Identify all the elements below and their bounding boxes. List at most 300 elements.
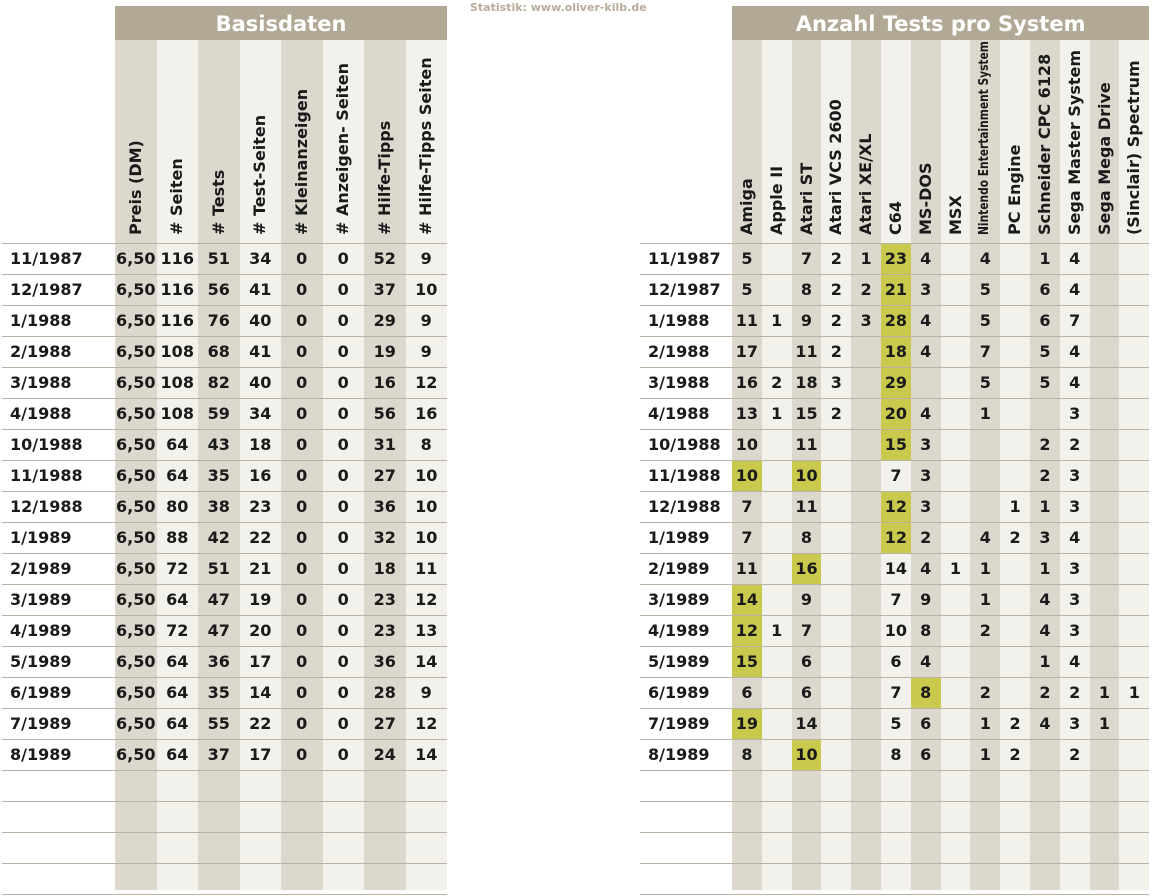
- table-cell: 3: [920, 280, 932, 299]
- table-cell: 0: [337, 559, 349, 578]
- table-cell: 18: [795, 373, 818, 392]
- table-cell: 34: [249, 249, 272, 268]
- row-label: 3/1989: [10, 590, 72, 609]
- table-cell: 2: [860, 280, 872, 299]
- table-cell: 9: [420, 342, 432, 361]
- table-cell: 40: [249, 373, 272, 392]
- table-cell: 0: [296, 404, 308, 423]
- table-cell: 15: [884, 435, 908, 454]
- table-cell: 68: [207, 342, 230, 361]
- table-cell: 52: [373, 249, 396, 268]
- table-cell: [851, 399, 881, 429]
- table-cell: [851, 337, 881, 367]
- table-cell: [1090, 337, 1120, 367]
- table-cell: 2: [830, 342, 842, 361]
- row-label: 12/1987: [10, 280, 83, 299]
- table-cell: [851, 585, 881, 615]
- table-cell: 21: [249, 559, 272, 578]
- table-cell: 1: [1039, 559, 1051, 578]
- table-cell: [1000, 678, 1030, 708]
- row-label: 1/1988: [648, 311, 710, 330]
- table-cell: 0: [337, 466, 349, 485]
- row-label: 4/1989: [10, 621, 72, 640]
- table-cell: [1119, 430, 1149, 460]
- table-cell: [1000, 430, 1030, 460]
- table-cell: 6,50: [116, 683, 156, 702]
- table-cell: 6,50: [116, 466, 156, 485]
- table-cell: 7: [890, 590, 902, 609]
- table-cell: 7: [890, 466, 902, 485]
- table-cell: [1090, 585, 1120, 615]
- table-cell: [941, 647, 971, 677]
- table-cell: 16: [249, 466, 272, 485]
- table-cell: 12: [415, 590, 438, 609]
- table-cell: 4: [1069, 528, 1081, 547]
- table-cell: 2: [1039, 435, 1051, 454]
- table-cell: [762, 337, 792, 367]
- basisdaten-title: Basisdaten: [115, 6, 447, 42]
- table-cell: 21: [884, 280, 908, 299]
- column-header: (Sinclair) Spectrum: [1124, 60, 1144, 235]
- table-cell: [1119, 399, 1149, 429]
- table-cell: 0: [296, 714, 308, 733]
- table-cell: 8: [890, 745, 902, 764]
- table-cell: 8: [800, 280, 813, 299]
- table-cell: 3: [1069, 714, 1081, 733]
- table-cell: 38: [207, 497, 230, 516]
- table-cell: 2: [771, 373, 783, 392]
- column-header: Atari VCS 2600: [826, 99, 846, 235]
- row-label: 10/1988: [10, 435, 83, 454]
- table-cell: 36: [373, 497, 396, 516]
- table-cell: [762, 647, 792, 677]
- table-cell: 8: [420, 435, 432, 454]
- table-cell: 4: [1039, 714, 1051, 733]
- column-header: Schneider CPC 6128: [1034, 53, 1054, 235]
- table-cell: 3: [830, 373, 842, 392]
- table-cell: 28: [884, 311, 908, 330]
- table-cell: 1: [1098, 683, 1111, 702]
- row-label: 4/1988: [10, 404, 72, 423]
- table-cell: 14: [415, 652, 438, 671]
- table-cell: 10: [415, 466, 438, 485]
- table-cell: 56: [207, 280, 230, 299]
- row-divider: [640, 801, 1149, 802]
- table-cell: 3: [1069, 497, 1081, 516]
- table-cell: 0: [337, 404, 349, 423]
- table-cell: 2: [1069, 435, 1081, 454]
- table-cell: 40: [249, 311, 272, 330]
- table-cell: [1119, 709, 1149, 739]
- table-cell: 0: [337, 714, 349, 733]
- table-cell: 10: [415, 497, 438, 516]
- table-cell: 27: [373, 714, 396, 733]
- table-cell: 59: [207, 404, 230, 423]
- table-cell: [1090, 740, 1120, 770]
- table-cell: [1119, 461, 1149, 491]
- table-cell: 6: [890, 652, 902, 671]
- table-cell: [762, 740, 792, 770]
- table-cell: 8: [920, 683, 932, 702]
- table-cell: [851, 430, 881, 460]
- table-cell: 9: [420, 249, 432, 268]
- table-cell: 4: [920, 559, 932, 578]
- table-cell: 6,50: [116, 652, 156, 671]
- table-cell: [1119, 337, 1149, 367]
- table-cell: [1030, 740, 1060, 770]
- table-cell: 64: [166, 435, 189, 454]
- row-label: 7/1989: [10, 714, 72, 733]
- table-cell: [851, 461, 881, 491]
- table-cell: 1: [979, 559, 991, 578]
- table-cell: [851, 678, 881, 708]
- table-cell: 0: [337, 745, 349, 764]
- table-cell: 72: [166, 621, 189, 640]
- table-cell: 1: [979, 590, 991, 609]
- row-label: 3/1988: [10, 373, 72, 392]
- table-cell: [1000, 275, 1030, 305]
- row-label: 1/1989: [10, 528, 72, 547]
- table-cell: [1000, 647, 1030, 677]
- table-cell: 2: [1069, 683, 1081, 702]
- table-cell: 20: [884, 404, 908, 423]
- table-cell: 6,50: [116, 497, 156, 516]
- table-cell: 10: [795, 466, 818, 485]
- table-cell: 47: [207, 621, 230, 640]
- table-cell: 18: [884, 342, 908, 361]
- table-cell: [1119, 275, 1149, 305]
- table-cell: 6,50: [116, 714, 156, 733]
- table-cell: 27: [373, 466, 396, 485]
- table-cell: 3: [860, 311, 872, 330]
- table-cell: [762, 275, 792, 305]
- table-cell: 2: [830, 311, 842, 330]
- table-cell: [941, 461, 971, 491]
- table-cell: 19: [249, 590, 272, 609]
- table-cell: 4: [979, 528, 991, 547]
- table-cell: [762, 461, 792, 491]
- table-cell: 35: [207, 466, 230, 485]
- column-header: # Hilfe-Tipps: [374, 120, 394, 235]
- table-cell: [941, 306, 971, 336]
- table-cell: 1: [1039, 652, 1051, 671]
- table-cell: 11: [795, 342, 818, 361]
- table-cell: [1090, 554, 1120, 584]
- table-cell: 2: [1009, 714, 1021, 733]
- row-label: 2/1989: [10, 559, 72, 578]
- table-cell: 116: [160, 280, 194, 299]
- table-cell: [821, 616, 851, 646]
- table-cell: 6: [920, 745, 932, 764]
- table-cell: [1090, 306, 1120, 336]
- table-cell: [1000, 585, 1030, 615]
- table-cell: 6,50: [116, 621, 156, 640]
- column-header: Apple II: [766, 165, 786, 235]
- table-cell: 4: [1069, 373, 1081, 392]
- column-header: # Seiten: [167, 158, 187, 235]
- table-cell: 36: [373, 652, 396, 671]
- table-cell: 16: [795, 559, 818, 578]
- table-cell: 0: [296, 342, 308, 361]
- table-cell: [1090, 461, 1120, 491]
- table-cell: 5: [741, 280, 753, 299]
- column-header: Atari XE/XL: [856, 133, 876, 235]
- table-cell: 76: [207, 311, 230, 330]
- table-cell: 14: [795, 714, 818, 733]
- table-cell: [851, 492, 881, 522]
- table-cell: 17: [735, 342, 759, 361]
- table-cell: [1119, 740, 1149, 770]
- table-cell: [851, 368, 881, 398]
- table-cell: [851, 616, 881, 646]
- table-cell: [970, 461, 1000, 491]
- column-header: Amiga: [736, 178, 756, 235]
- table-cell: 10: [415, 280, 438, 299]
- table-cell: 17: [249, 652, 272, 671]
- table-cell: [821, 430, 851, 460]
- table-cell: 22: [249, 714, 272, 733]
- table-cell: 13: [415, 621, 438, 640]
- table-cell: 6,50: [116, 745, 156, 764]
- table-cell: 5: [1039, 373, 1051, 392]
- table-cell: 12: [415, 373, 438, 392]
- table-cell: 88: [166, 528, 189, 547]
- row-divider: [640, 863, 1149, 864]
- table-cell: 9: [920, 590, 932, 609]
- table-cell: 2: [979, 621, 991, 640]
- table-cell: [941, 709, 971, 739]
- table-cell: 0: [337, 590, 349, 609]
- table-cell: 7: [800, 249, 813, 268]
- table-cell: 82: [207, 373, 230, 392]
- table-cell: 37: [373, 280, 396, 299]
- table-cell: [762, 678, 792, 708]
- table-cell: 4: [1069, 652, 1081, 671]
- table-cell: 0: [296, 249, 308, 268]
- table-cell: 4: [1039, 621, 1051, 640]
- table-cell: [1000, 368, 1030, 398]
- table-cell: [1119, 368, 1149, 398]
- row-divider: [2, 801, 447, 802]
- table-cell: [1090, 616, 1120, 646]
- row-label: 3/1989: [648, 590, 710, 609]
- table-cell: [1119, 523, 1149, 553]
- table-cell: 0: [337, 311, 349, 330]
- table-cell: 4: [1069, 249, 1081, 268]
- table-cell: [941, 616, 971, 646]
- table-cell: 1: [1039, 497, 1051, 516]
- row-label: 5/1989: [10, 652, 72, 671]
- table-cell: 1: [771, 404, 783, 423]
- table-cell: [762, 492, 792, 522]
- table-cell: 6,50: [116, 249, 156, 268]
- table-cell: 10: [415, 528, 438, 547]
- table-cell: 2: [1009, 528, 1021, 547]
- table-cell: [941, 585, 971, 615]
- table-cell: 22: [249, 528, 272, 547]
- table-cell: 8: [800, 528, 813, 547]
- table-cell: 0: [296, 621, 308, 640]
- row-label: 12/1988: [648, 497, 721, 516]
- row-label: 8/1989: [648, 745, 710, 764]
- table-cell: [1119, 554, 1149, 584]
- table-cell: 1: [771, 621, 783, 640]
- table-cell: 7: [800, 621, 813, 640]
- table-cell: 64: [166, 652, 189, 671]
- table-cell: [1030, 399, 1060, 429]
- table-cell: [851, 523, 881, 553]
- table-cell: 55: [207, 714, 230, 733]
- row-divider: [640, 832, 1149, 833]
- table-cell: [821, 492, 851, 522]
- table-cell: 8: [741, 745, 753, 764]
- table-cell: 0: [337, 342, 349, 361]
- table-cell: [762, 244, 792, 274]
- table-cell: 0: [296, 559, 308, 578]
- table-cell: 13: [735, 404, 759, 423]
- table-cell: 24: [373, 745, 396, 764]
- table-cell: 19: [735, 714, 759, 733]
- table-cell: 5: [741, 249, 753, 268]
- row-divider: [640, 770, 1149, 771]
- table-cell: 3: [1069, 466, 1081, 485]
- table-cell: 35: [207, 683, 230, 702]
- table-cell: [1000, 244, 1030, 274]
- column-header: Preis (DM): [125, 140, 145, 235]
- table-cell: 1: [1098, 714, 1111, 733]
- table-cell: 2: [979, 683, 991, 702]
- table-cell: 2: [830, 404, 842, 423]
- table-cell: [941, 275, 971, 305]
- table-cell: [1000, 616, 1030, 646]
- column-header: Atari ST: [796, 162, 816, 235]
- credit-text: Statistik: www.oliver-kilb.de: [470, 1, 647, 14]
- table-cell: 4: [1069, 280, 1081, 299]
- row-label: 7/1989: [648, 714, 710, 733]
- table-cell: 23: [373, 590, 396, 609]
- table-cell: 0: [296, 590, 308, 609]
- table-cell: 1: [979, 745, 991, 764]
- table-cell: [1090, 399, 1120, 429]
- column-header: MSX: [945, 195, 965, 235]
- table-cell: [821, 461, 851, 491]
- table-cell: 5: [890, 714, 902, 733]
- table-cell: [941, 523, 971, 553]
- table-cell: 6: [1039, 311, 1051, 330]
- table-cell: 64: [166, 683, 189, 702]
- row-label: 1/1989: [648, 528, 710, 547]
- row-label: 10/1988: [648, 435, 721, 454]
- table-cell: [970, 647, 1000, 677]
- row-label: 4/1989: [648, 621, 710, 640]
- table-cell: 23: [249, 497, 272, 516]
- table-cell: 0: [337, 528, 349, 547]
- table-cell: 0: [337, 373, 349, 392]
- table-cell: 9: [800, 311, 813, 330]
- table-cell: 10: [884, 621, 908, 640]
- row-divider: [2, 770, 447, 771]
- table-cell: [1090, 368, 1120, 398]
- table-cell: 0: [296, 373, 308, 392]
- column-header: Sega Mega Drive: [1094, 82, 1114, 235]
- table-cell: 4: [920, 652, 932, 671]
- table-cell: 0: [337, 280, 349, 299]
- table-cell: 0: [296, 745, 308, 764]
- table-cell: [1119, 306, 1149, 336]
- table-cell: 2: [1009, 745, 1021, 764]
- row-divider: [640, 894, 1149, 895]
- row-label: 3/1988: [648, 373, 710, 392]
- table-cell: 7: [1069, 311, 1081, 330]
- row-label: 11/1988: [10, 466, 83, 485]
- table-cell: 0: [296, 435, 308, 454]
- row-label: 12/1988: [10, 497, 83, 516]
- table-cell: 11: [735, 311, 759, 330]
- table-cell: 42: [207, 528, 230, 547]
- row-label: 4/1988: [648, 404, 710, 423]
- table-cell: 14: [735, 590, 759, 609]
- table-cell: 51: [207, 249, 230, 268]
- row-label: 11/1988: [648, 466, 721, 485]
- table-cell: [821, 554, 851, 584]
- table-cell: 14: [415, 745, 438, 764]
- column-header: # Hilfe-Tipps Seiten: [416, 57, 436, 235]
- table-cell: 64: [166, 714, 189, 733]
- table-cell: [762, 523, 792, 553]
- table-cell: 0: [296, 466, 308, 485]
- table-cell: 10: [735, 435, 759, 454]
- table-cell: 12: [735, 621, 759, 640]
- table-cell: 18: [249, 435, 272, 454]
- tests-pro-system-title: Anzahl Tests pro System: [732, 6, 1149, 42]
- table-cell: 6,50: [116, 280, 156, 299]
- table-cell: 5: [979, 373, 991, 392]
- table-cell: 3: [920, 435, 932, 454]
- table-cell: 29: [373, 311, 396, 330]
- table-cell: 2: [830, 280, 842, 299]
- column-header: # Tests: [208, 169, 228, 235]
- table-cell: [941, 740, 971, 770]
- table-cell: 7: [979, 342, 991, 361]
- row-label: 5/1989: [648, 652, 710, 671]
- table-cell: 0: [337, 652, 349, 671]
- table-cell: [851, 709, 881, 739]
- table-cell: 6: [920, 714, 932, 733]
- table-cell: 23: [373, 621, 396, 640]
- table-cell: 0: [296, 311, 308, 330]
- table-cell: [1090, 430, 1120, 460]
- table-cell: 6: [741, 683, 753, 702]
- column-header: C64: [885, 200, 905, 235]
- table-cell: 16: [415, 404, 438, 423]
- table-cell: 64: [166, 590, 189, 609]
- table-cell: 51: [207, 559, 230, 578]
- table-cell: 6,50: [116, 590, 156, 609]
- table-cell: 1: [979, 404, 991, 423]
- table-cell: 36: [207, 652, 230, 671]
- table-cell: [821, 678, 851, 708]
- table-cell: 4: [1039, 590, 1051, 609]
- table-cell: [762, 554, 792, 584]
- table-cell: 1: [1039, 249, 1051, 268]
- table-cell: [851, 647, 881, 677]
- table-cell: [1119, 647, 1149, 677]
- table-cell: 6,50: [116, 404, 156, 423]
- table-cell: 0: [296, 652, 308, 671]
- table-cell: 6,50: [116, 373, 156, 392]
- table-cell: 41: [249, 342, 272, 361]
- table-cell: [821, 709, 851, 739]
